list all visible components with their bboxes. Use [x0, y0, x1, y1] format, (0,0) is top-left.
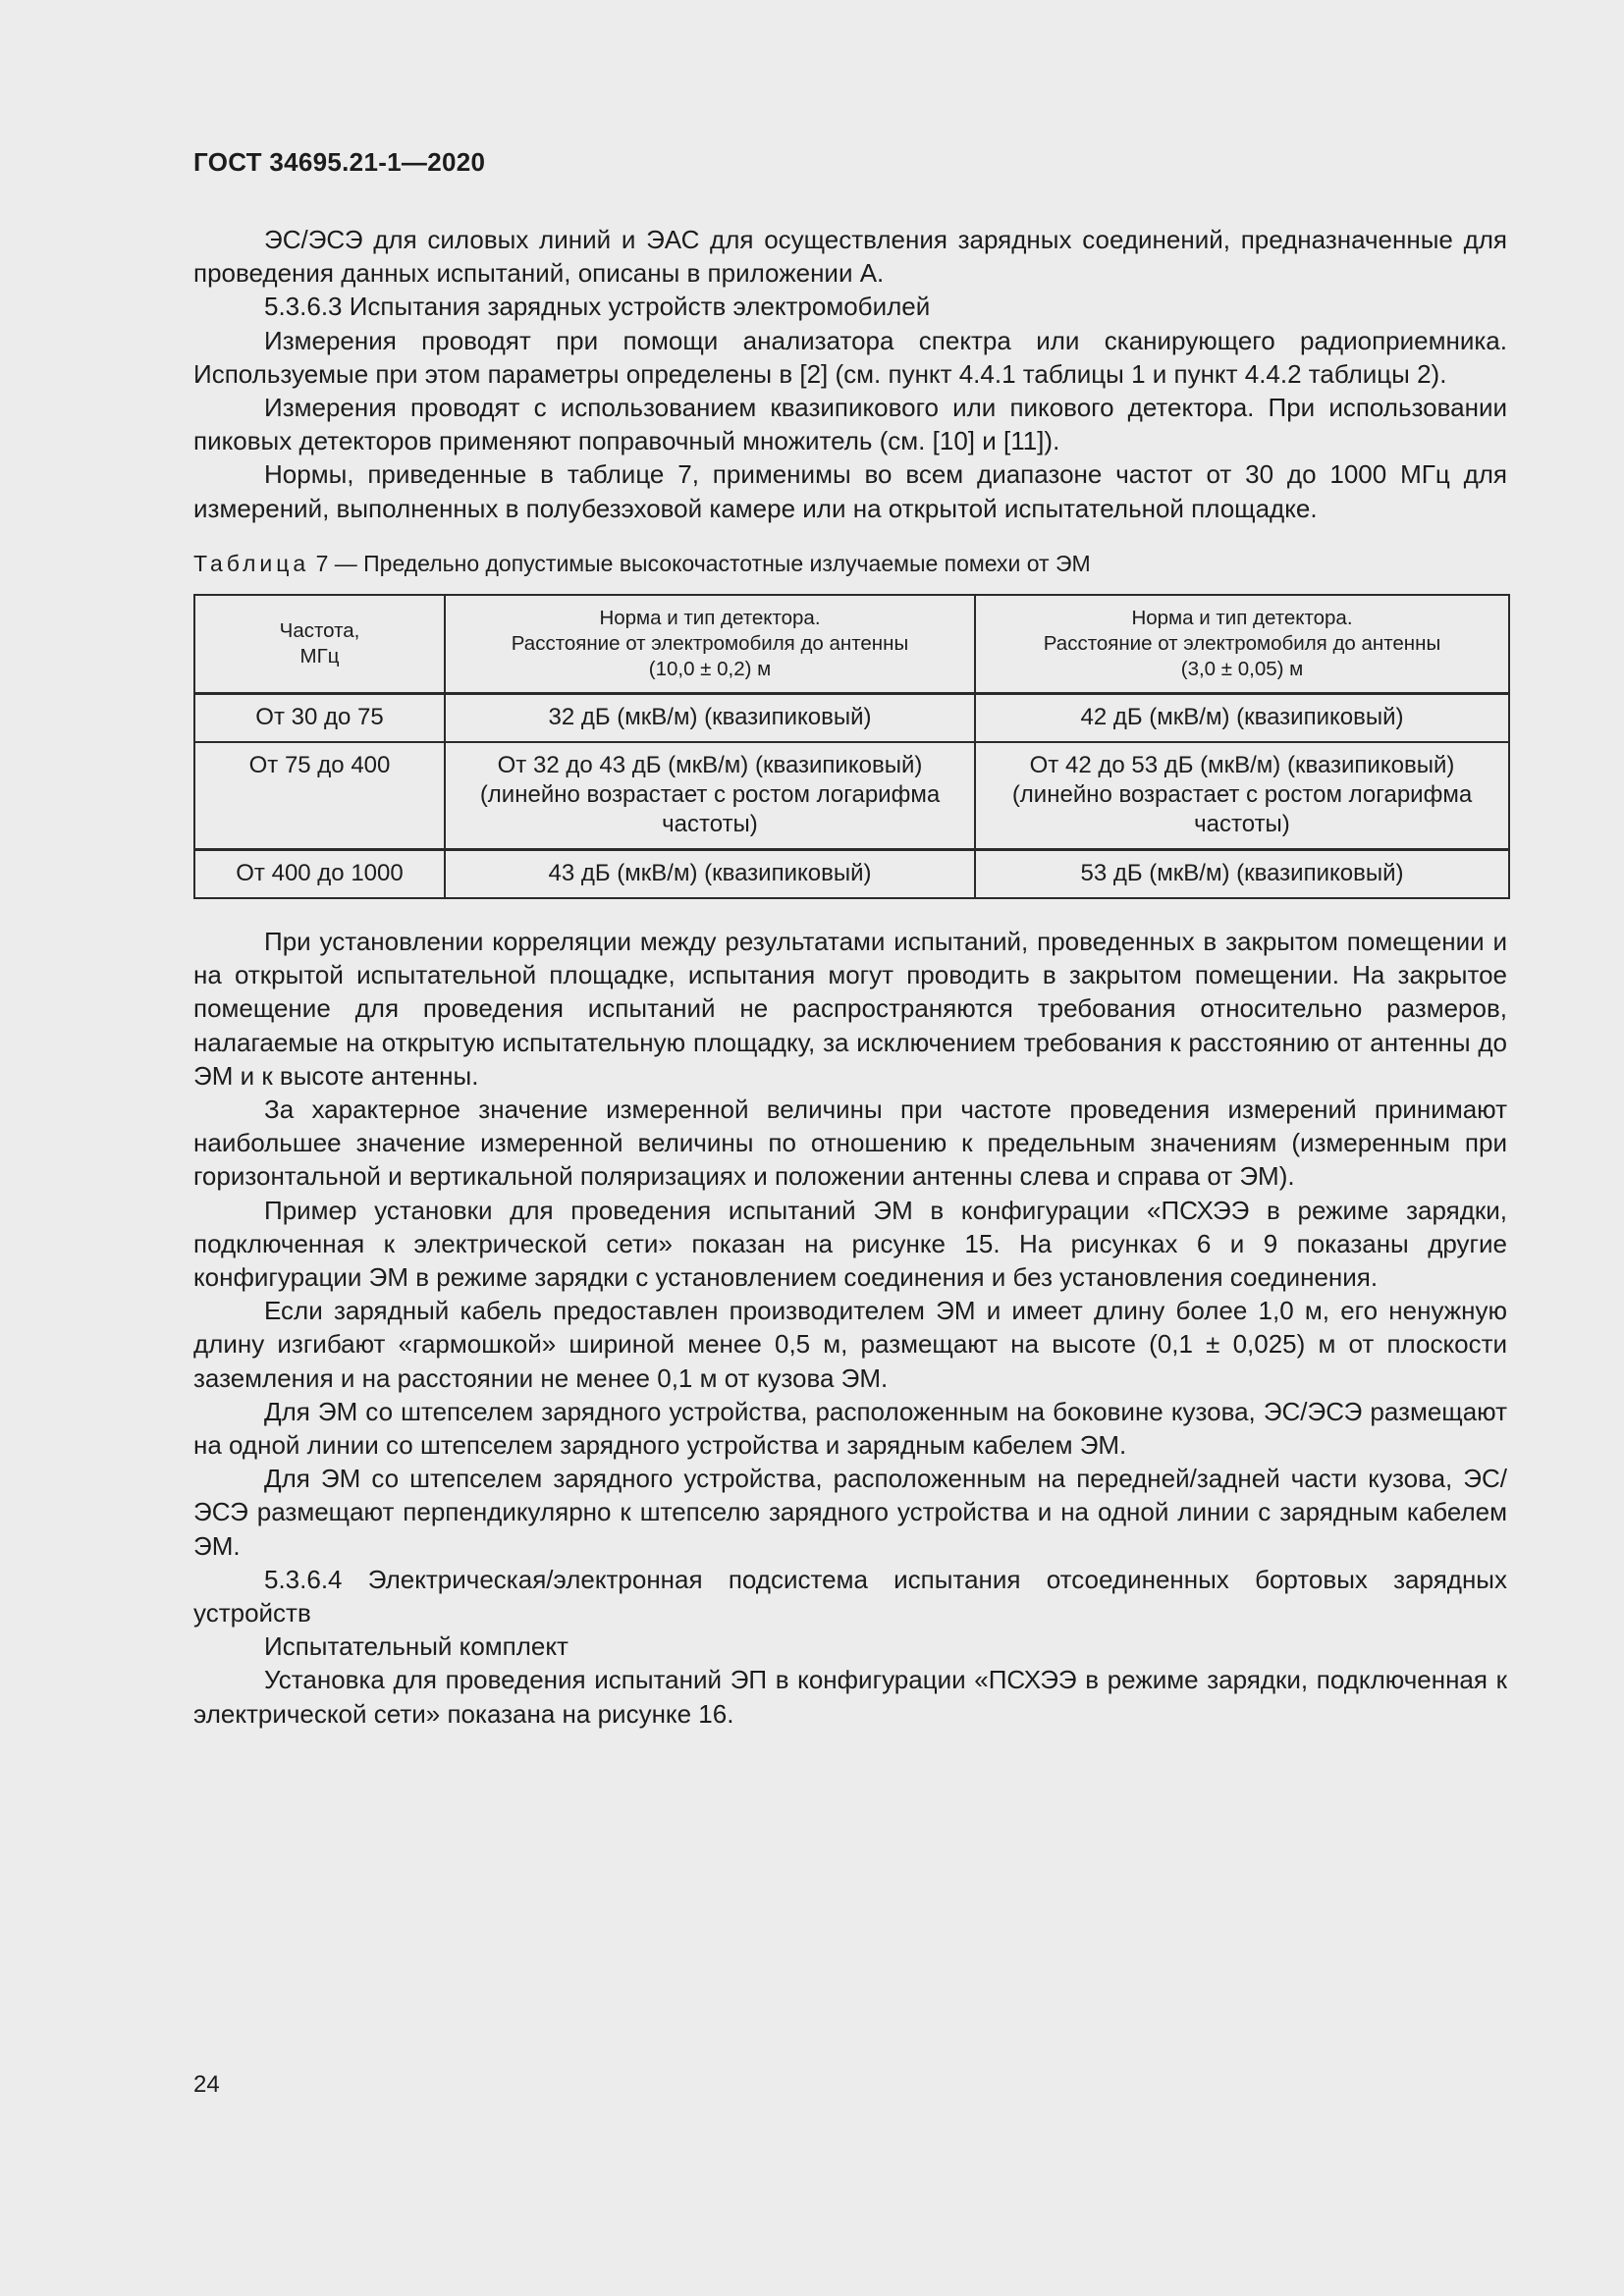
top-text-block	[193, 223, 1507, 525]
paragraph: Для ЭМ со штепселем зарядного устройства, расположенным на передней/задней части кузова, ЭС/ЭСЭ размещают перпендикулярно к штепселю зарядного устройства и на одной линии с зарядным кабелем ЭМ.	[193, 1464, 1507, 1561]
table-caption-number: 7	[315, 551, 329, 576]
table-row	[194, 850, 1509, 898]
paragraph: Если зарядный кабель предоставлен производителем ЭМ и имеет длину более 1,0 м, его ненужную длину изгибают «гармошкой» шириной менее 0,5 м, размещают на высоте (0,1 ± 0,025) м от плоскости заземления и на расстоянии не менее 0,1 м от кузова ЭМ.	[193, 1296, 1507, 1393]
table-header-row	[194, 595, 1509, 694]
header-limit-3m: Норма и тип детектора. Расстояние от электромобиля до антенны (3,0 ± 0,05) м	[975, 595, 1509, 694]
paragraph: ЭС/ЭСЭ для силовых линий и ЭАС для осуществления зарядных соединений, предназначенные для проведения данных испытаний, описаны в приложении А.	[193, 225, 1507, 289]
table-caption-title: — Предельно допустимые высокочастотные излучаемые помехи от ЭМ	[328, 551, 1091, 576]
paragraph: За характерное значение измеренной величины при частоте проведения измерений принимают наибольшее значение измеренной величины по отношению к предельным значениям (измеренным при горизонтальной и вертикальной поляризациях и положении антенны слева и справа от ЭМ).	[193, 1095, 1507, 1192]
cell-frequency: От 30 до 75	[194, 694, 445, 742]
emission-limits-table	[193, 594, 1510, 899]
paragraph: Пример установки для проведения испытаний ЭМ в конфигурации «ПСХЭЭ в режиме зарядки, подключенная к электрической сети» показан на рисунке 15. На рисунках 6 и 9 показаны другие конфигурации ЭМ в режиме зарядки с установлением соединения и без установления соединения.	[193, 1195, 1507, 1293]
subheading-test-kit: Испытательный комплект	[264, 1631, 568, 1662]
cell-limit-10m: От 32 до 43 дБ (мкВ/м) (квазипиковый) (линейно возрастает с ростом логарифма частоты)	[445, 742, 975, 850]
paragraph: Измерения проводят при помощи анализатора спектра или сканирующего радиоприемника. Используемые при этом параметры определены в [2] (см. пункт 4.4.1 таблицы 1 и пункт 4.4.2 таблицы 2).	[193, 325, 1507, 389]
header-limit-10m: Норма и тип детектора. Расстояние от электромобиля до антенны (10,0 ± 0,2) м	[445, 595, 975, 694]
cell-limit-3m: 53 дБ (мкВ/м) (квазипиковый)	[975, 850, 1509, 898]
table-caption	[193, 551, 1091, 577]
header-frequency: Частота, МГц	[194, 595, 445, 694]
table-row	[194, 742, 1509, 850]
paragraph: Для ЭМ со штепселем зарядного устройства, расположенным на боковине кузова, ЭС/ЭСЭ размещают на одной линии со штепселем зарядного устройства и зарядным кабелем ЭМ.	[193, 1396, 1507, 1461]
section-heading-5-3-6-3: 5.3.6.3 Испытания зарядных устройств электромобилей	[264, 292, 931, 322]
paragraph: Установка для проведения испытаний ЭП в конфигурации «ПСХЭЭ в режиме зарядки, подключенная к электрической сети» показана на рисунке 16.	[193, 1665, 1507, 1729]
page-number: 24	[193, 2071, 220, 2098]
paragraph: Измерения проводят с использованием квазипикового или пикового детектора. При использовании пиковых детекторов применяют поправочный множитель (см. [10] и [11]).	[193, 393, 1507, 456]
cell-limit-3m: От 42 до 53 дБ (мкВ/м) (квазипиковый) (линейно возрастает с ростом логарифма частоты)	[975, 742, 1509, 850]
cell-frequency: От 400 до 1000	[194, 850, 445, 898]
cell-limit-10m: 43 дБ (мкВ/м) (квазипиковый)	[445, 850, 975, 898]
document-code: ГОСТ 34695.21-1—2020	[193, 147, 486, 177]
cell-limit-3m: 42 дБ (мкВ/м) (квазипиковый)	[975, 694, 1509, 742]
paragraph: Нормы, приведенные в таблице 7, применимы во всем диапазоне частот от 30 до 1000 МГц для измерений, выполненных в полубезэховой камере или на открытой испытательной площадке.	[193, 459, 1507, 523]
section-heading-5-3-6-4: 5.3.6.4 Электрическая/электронная подсистема испытания отсоединенных бортовых зарядных устройств	[193, 1564, 1507, 1629]
table-row	[194, 694, 1509, 742]
table-caption-label: Таблица	[193, 551, 310, 576]
bottom-text-block	[193, 925, 1507, 1731]
cell-frequency: От 75 до 400	[194, 742, 445, 850]
cell-limit-10m: 32 дБ (мкВ/м) (квазипиковый)	[445, 694, 975, 742]
paragraph: При установлении корреляции между результатами испытаний, проведенных в закрытом помещении и на открытой испытательной площадке, испытания могут проводить в закрытом помещении. На закрытое помещение для проведения испытаний не распространяются требования относительно размеров, налагаемые на открытую испытательную площадку, за исключением требования к расстоянию от антенны до ЭМ и к высоте антенны.	[193, 927, 1507, 1091]
